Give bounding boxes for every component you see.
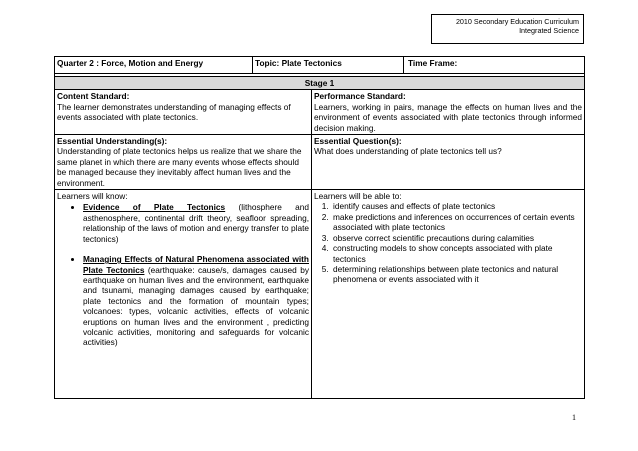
- essential-question-text: What does understanding of plate tectonics tell us?: [314, 146, 502, 157]
- list-item: 4. constructing models to show concepts associated with plate tectonics: [331, 243, 582, 264]
- performance-standard-heading: Performance Standard:: [314, 91, 406, 102]
- stage-heading: Stage 1: [55, 77, 585, 90]
- page-number: 1: [572, 413, 576, 422]
- essential-question-heading: Essential Question(s):: [314, 136, 402, 147]
- content-standard-heading: Content Standard:: [57, 91, 130, 102]
- knowledge-cell: [55, 190, 312, 399]
- time-frame-cell: Time Frame:: [404, 57, 585, 74]
- knowledge-item-detail: (earthquake: cause/s, damages caused by earthquake on human lives and the environment, earthquake and tsunami, managing damages caused by earthquake; plate tectonics and the formation of mountain types; volcanoes: types, volcanic activities, effects of volcanic eruptions on human lives and the environment , predicting volcanic activities, monitoring and safeguards for volcanic activities): [83, 264, 309, 348]
- knowledge-item-detail: (lithosphere and asthenosphere, continental drift theory, seafloor spreading, relationship of the laws of motion and energy transfer to plate tectonics): [83, 202, 310, 244]
- essential-understanding-text: Understanding of plate tectonics helps us realize that we share the same planet in which there are many events whose effects should be managed because they inevitably affect human lives and the environment.: [57, 146, 302, 188]
- knowledge-intro: Learners will know:: [57, 191, 128, 202]
- essential-understanding-heading: Essential Understanding(s):: [57, 136, 168, 147]
- list-item: 5. determining relationships between plate tectonics and natural phenomena or events associated with it: [331, 264, 582, 285]
- curriculum-header-box: [431, 14, 584, 44]
- knowledge-item-title: Evidence of Plate Tectonics: [83, 202, 226, 213]
- knowledge-list: [57, 202, 309, 347]
- skills-cell: [312, 190, 585, 399]
- curriculum-table: [54, 56, 585, 399]
- performance-standard-text: Learners, working in pairs, manage the effects on human lives and the environment of events associated with plate tectonics through informed decision making.: [314, 101, 583, 133]
- list-item: 2. make predictions and inferences on occurrences of certain events associated with plate tectonics: [331, 212, 582, 233]
- quarter-cell: Quarter 2 : Force, Motion and Energy: [55, 57, 253, 74]
- curriculum-title: 2010 Secondary Education Curriculum: [455, 17, 579, 26]
- subject-title: Integrated Science: [519, 26, 579, 35]
- essential-question-cell: [312, 135, 585, 190]
- list-item: [83, 254, 309, 348]
- essential-understanding-cell: [55, 135, 312, 190]
- list-item: [83, 202, 309, 244]
- list-item: 3. observe correct scientific precautions during calamities: [331, 233, 582, 243]
- knowledge-item-title: Managing Effects of Natural Phenomena associated with Plate Tectonics: [83, 254, 309, 275]
- skills-list: [314, 201, 582, 284]
- content-standard-cell: [55, 90, 312, 135]
- content-standard-text: The learner demonstrates understanding of managing effects of events associated with plate tectonics.: [57, 101, 291, 123]
- performance-standard-cell: [312, 90, 585, 135]
- topic-cell: Topic: Plate Tectonics: [253, 57, 404, 74]
- skills-intro: Learners will be able to:: [314, 191, 402, 202]
- list-item: 1. identify causes and effects of plate tectonics: [331, 201, 582, 211]
